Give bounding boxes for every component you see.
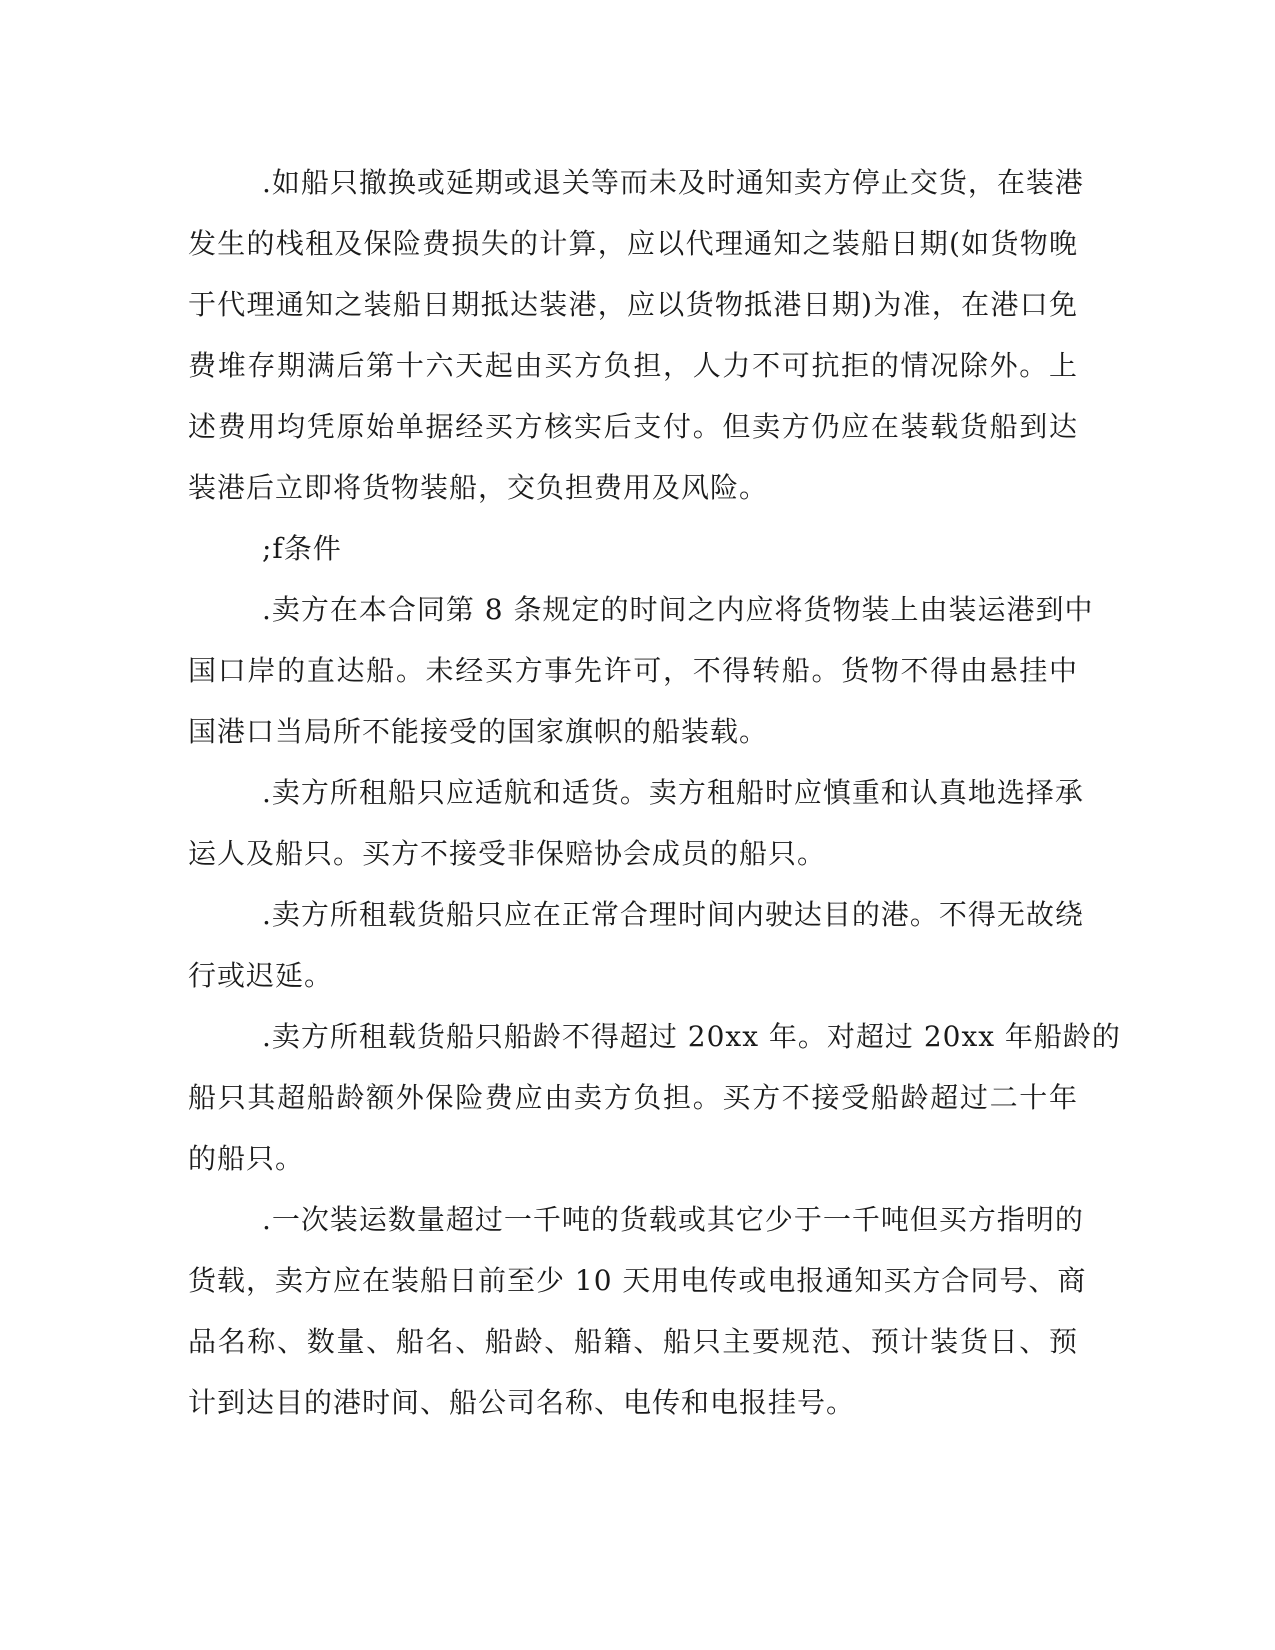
paragraph-first-line: .卖方在本合同第 8 条规定的时间之内应将货物装上由装运港到中 bbox=[262, 593, 1094, 626]
paragraph-line: 运人及船只。买方不接受非保赔协会成员的船只。 bbox=[188, 837, 827, 870]
paragraph-first-line: .卖方所租载货船只应在正常合理时间内驶达目的港。不得无故绕 bbox=[262, 898, 1084, 931]
paragraph-line: 国港口当局所不能接受的国家旗帜的船装载。 bbox=[188, 715, 769, 748]
paragraph-line: 货载，卖方应在装船日前至少 10 天用电传或电报通知买方合同号、商 bbox=[188, 1264, 1087, 1297]
paragraph-first-line: .卖方所租载货船只船龄不得超过 20xx 年。对超过 20xx 年船龄的 bbox=[262, 1020, 1121, 1053]
paragraph-first-line: .一次装运数量超过一千吨的货载或其它少于一千吨但买方指明的 bbox=[262, 1203, 1084, 1236]
document-body bbox=[188, 152, 1121, 1433]
paragraph-line: 国口岸的直达船。未经买方事先许可，不得转船。货物不得由悬挂中 bbox=[188, 654, 1078, 687]
paragraph-line: 船只其超船龄额外保险费应由卖方负担。买方不接受船龄超过二十年 bbox=[188, 1081, 1078, 1114]
paragraph-line: 费堆存期满后第十六天起由买方负担，人力不可抗拒的情况除外。上 bbox=[188, 349, 1078, 382]
paragraph-first-line: .如船只撤换或延期或退关等而未及时通知卖方停止交货，在装港 bbox=[262, 166, 1084, 199]
paragraph-line: 于代理通知之装船日期抵达装港，应以货物抵港日期)为准，在港口免 bbox=[188, 288, 1078, 321]
paragraph-line: 述费用均凭原始单据经买方核实后支付。但卖方仍应在装载货船到达 bbox=[188, 410, 1078, 443]
paragraph-line: 装港后立即将货物装船，交负担费用及风险。 bbox=[188, 471, 769, 504]
paragraph-line: 计到达目的港时间、船公司名称、电传和电报挂号。 bbox=[188, 1386, 856, 1419]
paragraph-line: 行或迟延。 bbox=[188, 959, 334, 992]
paragraph-first-line: .卖方所租船只应适航和适货。卖方租船时应慎重和认真地选择承 bbox=[262, 776, 1084, 809]
paragraph-line: 品名称、数量、船名、船龄、船籍、船只主要规范、预计装货日、预 bbox=[188, 1325, 1078, 1358]
paragraph-line: 的船只。 bbox=[188, 1142, 305, 1175]
paragraph-line: 发生的栈租及保险费损失的计算，应以代理通知之装船日期(如货物晚 bbox=[188, 227, 1078, 260]
paragraph-first-line: ;f条件 bbox=[262, 532, 342, 565]
